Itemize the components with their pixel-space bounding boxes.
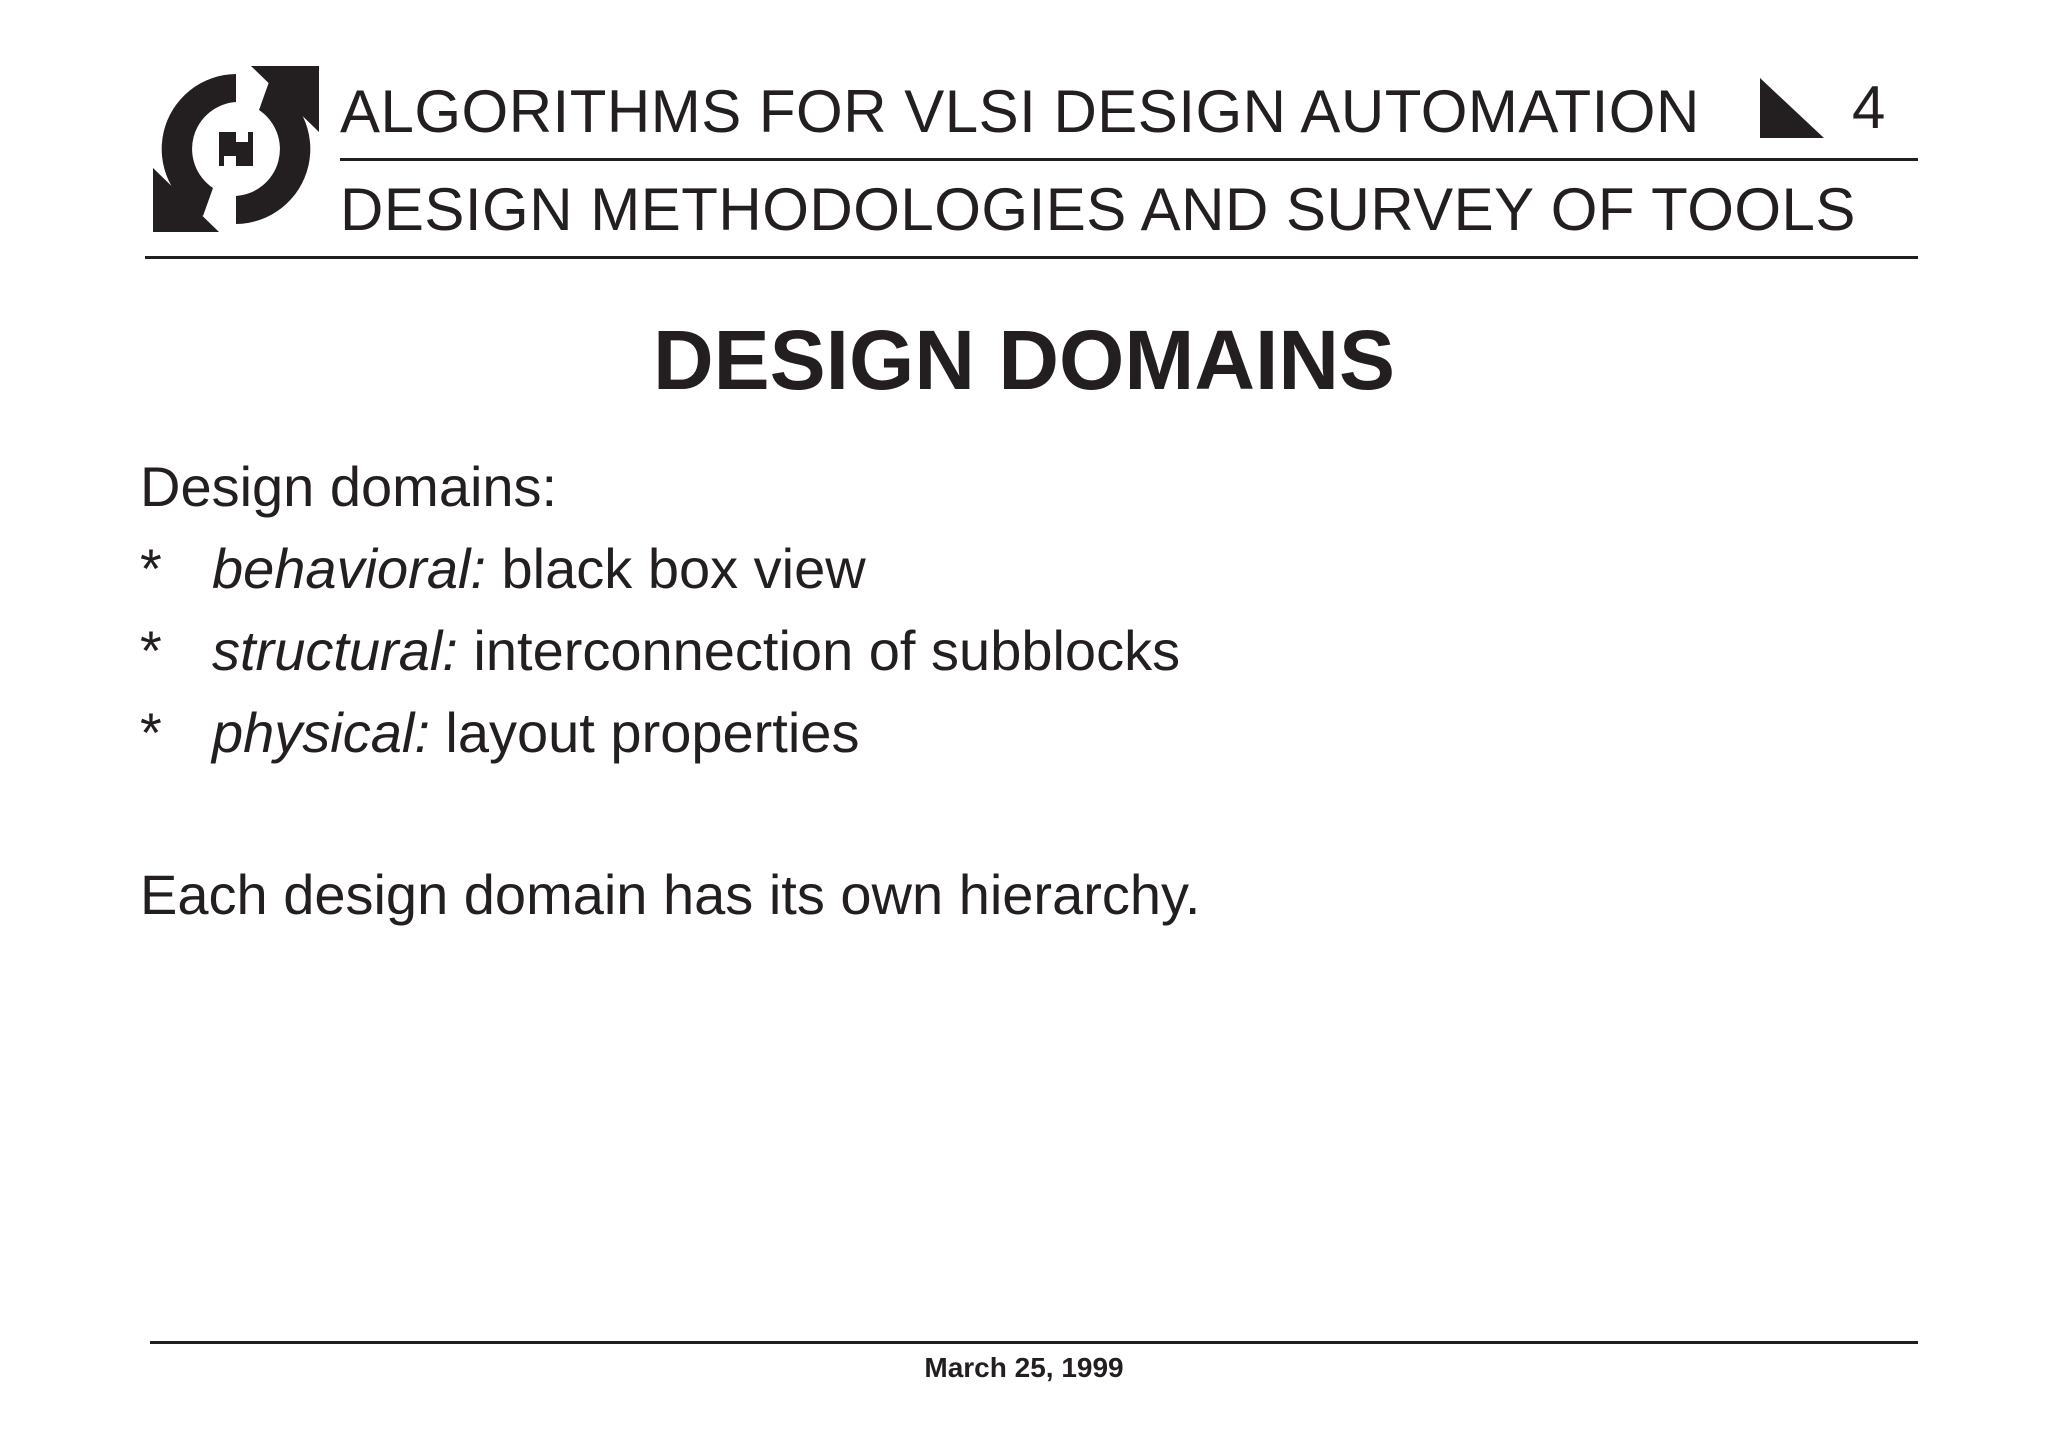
- slide-body: [140, 446, 1200, 936]
- header-divider: [340, 158, 1918, 161]
- bullet-marker: *: [140, 537, 162, 600]
- bullet-marker: *: [140, 701, 162, 764]
- bullet-term: structural:: [212, 619, 458, 682]
- bullet-text: black box view: [485, 537, 866, 600]
- circular-arrows-logo-icon: [153, 66, 319, 232]
- list-item: [140, 610, 1200, 692]
- list-item: [140, 528, 1200, 610]
- header-bottom-divider: [145, 256, 1918, 259]
- triangle-marker-icon: [1760, 78, 1824, 138]
- spacer: [140, 774, 1200, 854]
- bullet-term: behavioral:: [212, 537, 486, 600]
- bullet-term: physical:: [212, 701, 430, 764]
- course-subtitle: DESIGN METHODOLOGIES AND SURVEY OF TOOLS: [340, 176, 1856, 243]
- bullet-text: interconnection of subblocks: [457, 619, 1181, 682]
- course-title: ALGORITHMS FOR VLSI DESIGN AUTOMATION: [340, 78, 1700, 145]
- list-item: [140, 692, 1200, 774]
- slide-title: DESIGN DOMAINS: [652, 313, 1396, 407]
- footer-divider: [150, 1341, 1918, 1344]
- conclusion-text: Each design domain has its own hierarchy.: [140, 863, 1201, 926]
- intro-text: Design domains:: [140, 455, 558, 518]
- bullet-text: layout properties: [429, 701, 860, 764]
- bullet-marker: *: [140, 619, 162, 682]
- page-number: 4: [1852, 74, 1886, 141]
- footer-date: March 25, 1999: [924, 1352, 1124, 1383]
